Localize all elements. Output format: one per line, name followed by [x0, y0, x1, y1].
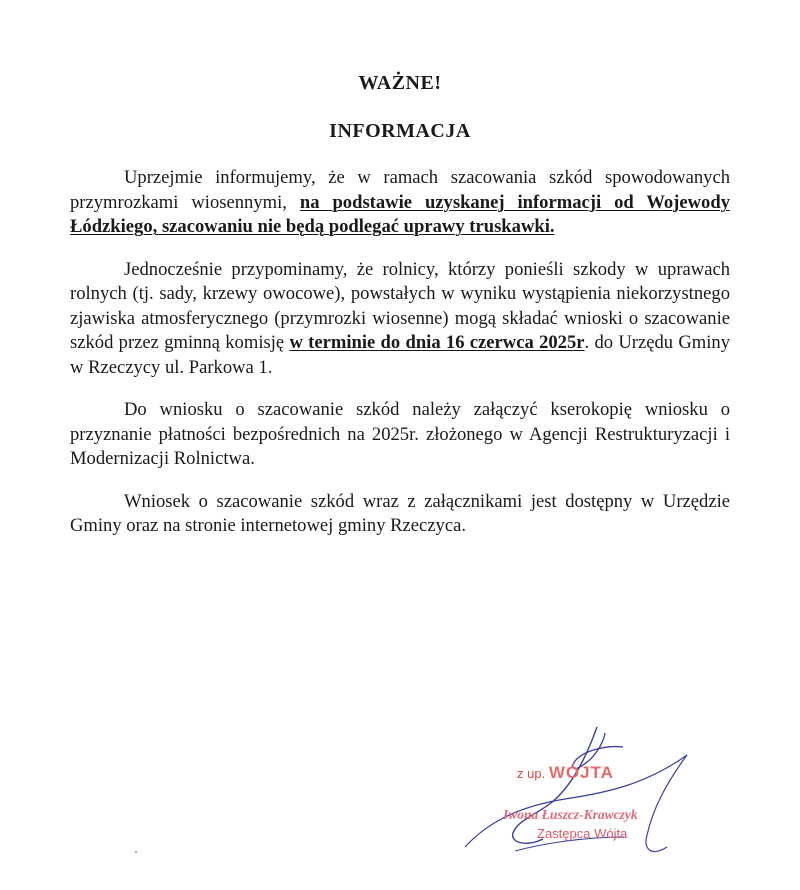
- paragraph-1-emphasis: na podstawie uzyskanej informacji od Wojewody Łódzkiego, szacowaniu nie będą podlegać uprawy truskawki.: [70, 191, 730, 237]
- stamp-name: Iwona Łuszcz-Krawczyk: [503, 807, 638, 822]
- paragraph-2-text: Jednocześnie przypominamy, że rolnicy, którzy ponieśli szkody w uprawach rolnych (tj. sady, krzewy owocowe), powstałych w wyniku wystąpienia niekorzystnego zjawiska atmosferycznego (przymrozki wiosenne) mogą składać wnioski o szacowanie szkód przez gminną komisję: [70, 258, 730, 353]
- stamp-title-line: [517, 763, 614, 783]
- handwritten-signature-icon: [455, 725, 705, 865]
- paragraph-4: Wniosek o szacowanie szkód wraz z załącznikami jest dostępny w Urzędzie Gminy oraz na stronie internetowej gminy Rzeczyca.: [70, 490, 730, 536]
- paragraph-2: [70, 258, 730, 381]
- paragraph-2-deadline: w terminie do dnia 16 czerwca 2025r: [289, 332, 585, 353]
- document-body: [70, 166, 730, 557]
- paragraph-1-text: Uprzejmie informujemy, że w ramach szacowania szkód spowodowanych przymrozkami wiosennymi,: [70, 167, 730, 213]
- stamp-title: WÓJTA: [548, 763, 614, 782]
- stamp-prefix: z up.: [517, 766, 546, 781]
- heading-information: INFORMACJA: [329, 120, 471, 142]
- stray-dot: [135, 851, 137, 853]
- stamp-role: Zastępca Wójta: [537, 826, 628, 841]
- heading-important: WAŻNE!: [358, 72, 442, 94]
- paragraph-3: Do wniosku o szacowanie szkód należy załączyć kserokopię wniosku o przyznanie płatności bezpośrednich na 2025r. złożonego w Agencji Restrukturyzacji i Modernizacji Rolnictwa.: [70, 399, 730, 469]
- paragraph-2-address: . do Urzędu Gminy w Rzeczycy ul. Parkowa 1.: [70, 332, 730, 378]
- signature-stamp: [455, 725, 705, 865]
- paragraph-1: [70, 166, 730, 240]
